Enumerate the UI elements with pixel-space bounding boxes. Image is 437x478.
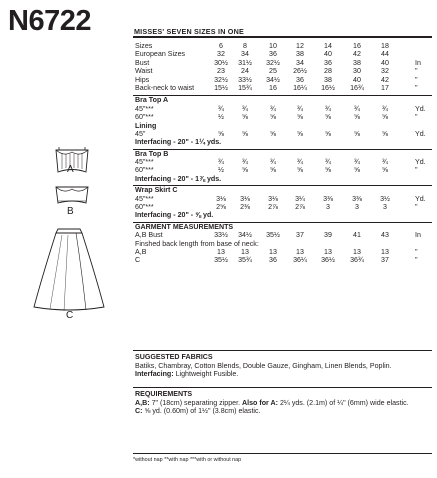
table-cell: 42 [381, 75, 389, 84]
table-cell: 32 [217, 50, 225, 59]
row-label: Bust [135, 58, 150, 67]
unit-label: Yd. [415, 104, 426, 113]
bra-a-interfacing: Interfacing - 20" - 1¼ yds. [135, 138, 222, 147]
table-cell: 16 [353, 42, 361, 50]
unit-label: " [415, 166, 418, 175]
row-label: Sizes [135, 42, 153, 50]
table-cell: 10 [269, 42, 277, 50]
table-cell: ¾ [270, 158, 276, 167]
table-cell: 30½ [214, 58, 228, 67]
table-cell: ¾ [382, 104, 388, 113]
table-cell: 38 [353, 58, 361, 67]
bra-b-45-row [133, 158, 432, 166]
table-cell: ¾ [242, 158, 248, 167]
table-cell: ½ [218, 113, 224, 122]
table-cell: ¾ [297, 158, 303, 167]
table-cell: 44 [381, 50, 389, 59]
table-cell: 32½ [214, 75, 228, 84]
skirt-c-interfacing: Interfacing - 20" - ⅝ yd. [135, 211, 214, 220]
table-cell: ⅝ [218, 129, 224, 138]
row-label: Hips [135, 75, 150, 84]
table-cell: 3½ [380, 194, 390, 203]
garment-ab-row [133, 248, 432, 256]
hips-row [133, 76, 432, 84]
table-cell: 43 [381, 231, 389, 240]
yardage-table [133, 38, 432, 265]
table-cell: 13 [353, 247, 361, 256]
table-cell: 3⅛ [216, 194, 226, 203]
table-cell: ⅝ [270, 166, 276, 175]
requirements-ab: A,B: 7" (18cm) separating zipper. Also for A: 2¼ yds. (2.1m) of ¼" (6mm) wide elastic. [135, 398, 409, 407]
table-cell: 40 [324, 50, 332, 59]
table-cell: 30 [353, 67, 361, 76]
skirt-c-60-row [133, 203, 432, 211]
table-cell: ¾ [382, 158, 388, 167]
table-cell: 32 [381, 67, 389, 76]
table-cell: 15¾ [238, 83, 252, 92]
table-cell: ⅝ [297, 113, 303, 122]
garment-bust-row [133, 231, 432, 239]
table-cell: 18 [381, 42, 389, 50]
table-cell: 34½ [238, 231, 252, 240]
table-cell: 36 [269, 256, 277, 265]
back-neck-row [133, 84, 432, 92]
table-cell: ¾ [218, 104, 224, 113]
bra-top-a-title: Bra Top A [135, 96, 169, 105]
table-cell: 26½ [293, 67, 307, 76]
table-cell: 13 [324, 247, 332, 256]
garment-c-row [133, 256, 432, 264]
row-label: 45" [135, 129, 146, 138]
requirements-c: C: ⅝ yd. (0.60m) of 1½" (3.8cm) elastic. [135, 407, 261, 416]
table-cell: 16½ [321, 83, 335, 92]
pattern-subtitle: MISSES' SEVEN SIZES IN ONE [134, 27, 244, 36]
unit-label: In [415, 58, 421, 67]
table-cell: ⅝ [382, 113, 388, 122]
row-label: 45"*** [135, 158, 154, 167]
table-cell: ⅝ [325, 129, 331, 138]
table-cell: 2⅜ [240, 203, 250, 212]
table-cell: 36 [269, 50, 277, 59]
table-cell: 3⅛ [268, 194, 278, 203]
table-cell: 37 [296, 231, 304, 240]
bra-b-interfacing: Interfacing - 20" - 1⅞ yds. [135, 174, 222, 183]
unit-label: " [415, 67, 418, 76]
table-cell: 35½ [266, 231, 280, 240]
table-cell: 36¼ [293, 256, 307, 265]
table-cell: 25 [269, 67, 277, 76]
row-label: 45"*** [135, 194, 154, 203]
unit-label: Yd. [415, 194, 426, 203]
requirements-title: REQUIREMENTS [135, 390, 193, 398]
table-cell: ⅝ [382, 129, 388, 138]
row-label: A,B [135, 247, 147, 256]
table-cell: 16¾ [350, 83, 364, 92]
table-cell: 36 [296, 75, 304, 84]
lining-45-row [133, 130, 432, 138]
unit-label: " [415, 83, 418, 92]
row-label: 60"*** [135, 113, 154, 122]
unit-label: Yd. [415, 129, 426, 138]
table-cell: 13 [241, 247, 249, 256]
table-cell: 24 [241, 67, 249, 76]
unit-label: In [415, 231, 421, 240]
european-sizes-row [133, 50, 432, 58]
table-cell: 13 [296, 247, 304, 256]
view-a-label: A [67, 164, 74, 175]
table-cell: 2⅞ [268, 203, 278, 212]
row-label: European Sizes [135, 50, 186, 59]
table-cell: 3 [355, 203, 359, 212]
table-cell: 36 [324, 58, 332, 67]
table-cell: 3 [383, 203, 387, 212]
table-cell: 37 [381, 256, 389, 265]
bust-row [133, 59, 432, 67]
table-cell: ½ [218, 166, 224, 175]
table-cell: 17 [381, 83, 389, 92]
table-cell: 15½ [214, 83, 228, 92]
table-cell: 33½ [238, 75, 252, 84]
table-cell: ⅝ [354, 166, 360, 175]
table-cell: 3⅜ [323, 194, 333, 203]
unit-label: " [415, 203, 418, 212]
nap-footnote: *without nap **with nap ***with or without nap [133, 457, 242, 463]
table-cell: ¾ [270, 104, 276, 113]
row-label: C [135, 256, 141, 265]
row-label: 45"*** [135, 104, 154, 113]
wrap-skirt-c-illustration [32, 227, 106, 313]
table-cell: ¾ [354, 104, 360, 113]
bra-top-b-title: Bra Top B [135, 149, 169, 158]
table-cell: 16 [269, 83, 277, 92]
table-cell: 8 [243, 42, 247, 50]
unit-label: " [415, 247, 418, 256]
bra-a-60-row [133, 113, 432, 121]
table-cell: 36¾ [350, 256, 364, 265]
skirt-c-45-row [133, 195, 432, 203]
table-cell: 31½ [238, 58, 252, 67]
table-cell: 38 [296, 50, 304, 59]
bra-a-45-row [133, 105, 432, 113]
unit-label: " [415, 113, 418, 122]
table-cell: 35¾ [238, 256, 252, 265]
table-cell: 12 [296, 42, 304, 50]
table-cell: 38 [324, 75, 332, 84]
row-label: Waist [135, 67, 153, 76]
wrap-skirt-c-title: Wrap Skirt C [135, 186, 178, 195]
garment-measurements-title: GARMENT MEASUREMENTS [135, 222, 234, 231]
table-cell: ⅝ [325, 113, 331, 122]
table-cell: ¾ [297, 104, 303, 113]
row-label: A,B Bust [135, 231, 163, 240]
table-cell: 13 [217, 247, 225, 256]
suggested-fabrics [133, 350, 432, 379]
table-cell: ¾ [325, 158, 331, 167]
table-cell: ¾ [325, 104, 331, 113]
table-cell: ¾ [242, 104, 248, 113]
table-cell: ¾ [218, 158, 224, 167]
bra-top-b-illustration [52, 183, 92, 207]
table-cell: ⅝ [242, 166, 248, 175]
fabrics-list: Batiks, Chambray, Cotton Blends, Double Gauze, Gingham, Linen Blends, Poplin. [135, 361, 392, 370]
table-cell: 40 [381, 58, 389, 67]
table-cell: 40 [353, 75, 361, 84]
table-cell: 32½ [266, 58, 280, 67]
unit-label: " [415, 256, 418, 265]
row-label: 60"*** [135, 166, 154, 175]
table-cell: 35½ [214, 256, 228, 265]
table-cell: 41 [353, 231, 361, 240]
footnote-rule [133, 453, 432, 454]
row-label: Back-neck to waist [135, 83, 195, 92]
view-c-label: C [66, 310, 74, 321]
table-cell: ⅝ [270, 113, 276, 122]
table-cell: 3⅛ [240, 194, 250, 203]
fabrics-title: SUGGESTED FABRICS [135, 353, 213, 361]
table-cell: ⅝ [354, 113, 360, 122]
table-cell: 23 [217, 67, 225, 76]
table-cell: 16¼ [293, 83, 307, 92]
table-cell: 2⅞ [295, 203, 305, 212]
table-cell: 34 [296, 58, 304, 67]
waist-row [133, 67, 432, 75]
sizes-row [133, 42, 432, 50]
table-cell: ⅝ [297, 129, 303, 138]
table-cell: 33½ [214, 231, 228, 240]
table-cell: 39 [324, 231, 332, 240]
table-cell: ⅝ [242, 129, 248, 138]
table-cell: 3¼ [295, 194, 305, 203]
view-b-label: B [67, 206, 74, 217]
table-cell: 42 [353, 50, 361, 59]
table-cell: 6 [219, 42, 223, 50]
table-cell: 34 [241, 50, 249, 59]
fabrics-interfacing: Interfacing: Lightweight Fusible. [135, 370, 239, 379]
pattern-number: N6722 [8, 5, 91, 37]
table-cell: 36½ [321, 256, 335, 265]
table-cell: ⅝ [354, 129, 360, 138]
table-cell: ⅝ [270, 129, 276, 138]
table-cell: 34½ [266, 75, 280, 84]
lining-title: Lining [135, 121, 157, 130]
table-cell: 3⅜ [352, 194, 362, 203]
table-cell: 2⅝ [216, 203, 226, 212]
unit-label: Yd. [415, 158, 426, 167]
requirements [133, 387, 432, 416]
table-cell: ⅝ [242, 113, 248, 122]
table-cell: ¾ [354, 158, 360, 167]
table-cell: ⅝ [297, 166, 303, 175]
table-cell: ⅝ [325, 166, 331, 175]
table-cell: 28 [324, 67, 332, 76]
bra-b-60-row [133, 166, 432, 174]
table-cell: 14 [324, 42, 332, 50]
table-cell: 3 [326, 203, 330, 212]
table-cell: 13 [269, 247, 277, 256]
finished-back-length-title: Finshed back length from base of neck: [135, 239, 259, 248]
table-cell: 13 [381, 247, 389, 256]
row-label: 60"*** [135, 203, 154, 212]
table-cell: ⅝ [382, 166, 388, 175]
unit-label: " [415, 75, 418, 84]
